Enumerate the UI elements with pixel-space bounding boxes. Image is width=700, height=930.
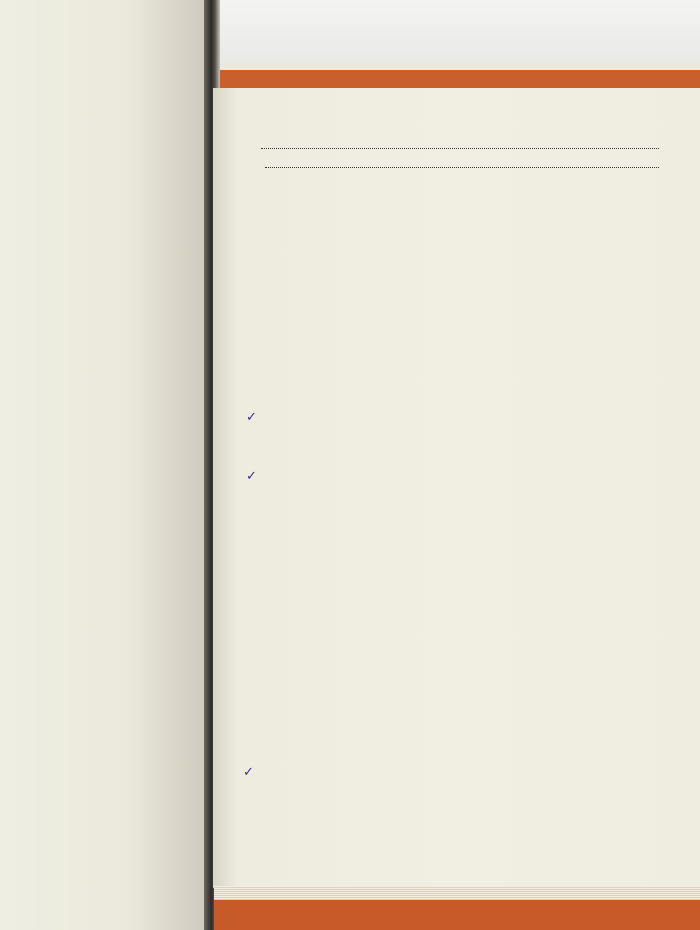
pen-check-mark-icon: ✓ <box>246 410 257 425</box>
left-page <box>0 0 214 930</box>
dot-leader <box>265 160 659 168</box>
section-heading <box>258 140 662 154</box>
left-page-content <box>8 40 206 68</box>
table-of-contents <box>258 131 662 172</box>
subsection-heading <box>262 160 662 172</box>
background-wall <box>200 0 700 80</box>
pen-check-mark-icon: ✓ <box>246 469 257 484</box>
dot-leader <box>261 140 659 149</box>
page-edges <box>214 886 700 900</box>
cover-bottom-edge <box>214 900 700 930</box>
pen-check-mark-icon: ✓ <box>243 765 254 780</box>
right-page <box>213 88 700 888</box>
